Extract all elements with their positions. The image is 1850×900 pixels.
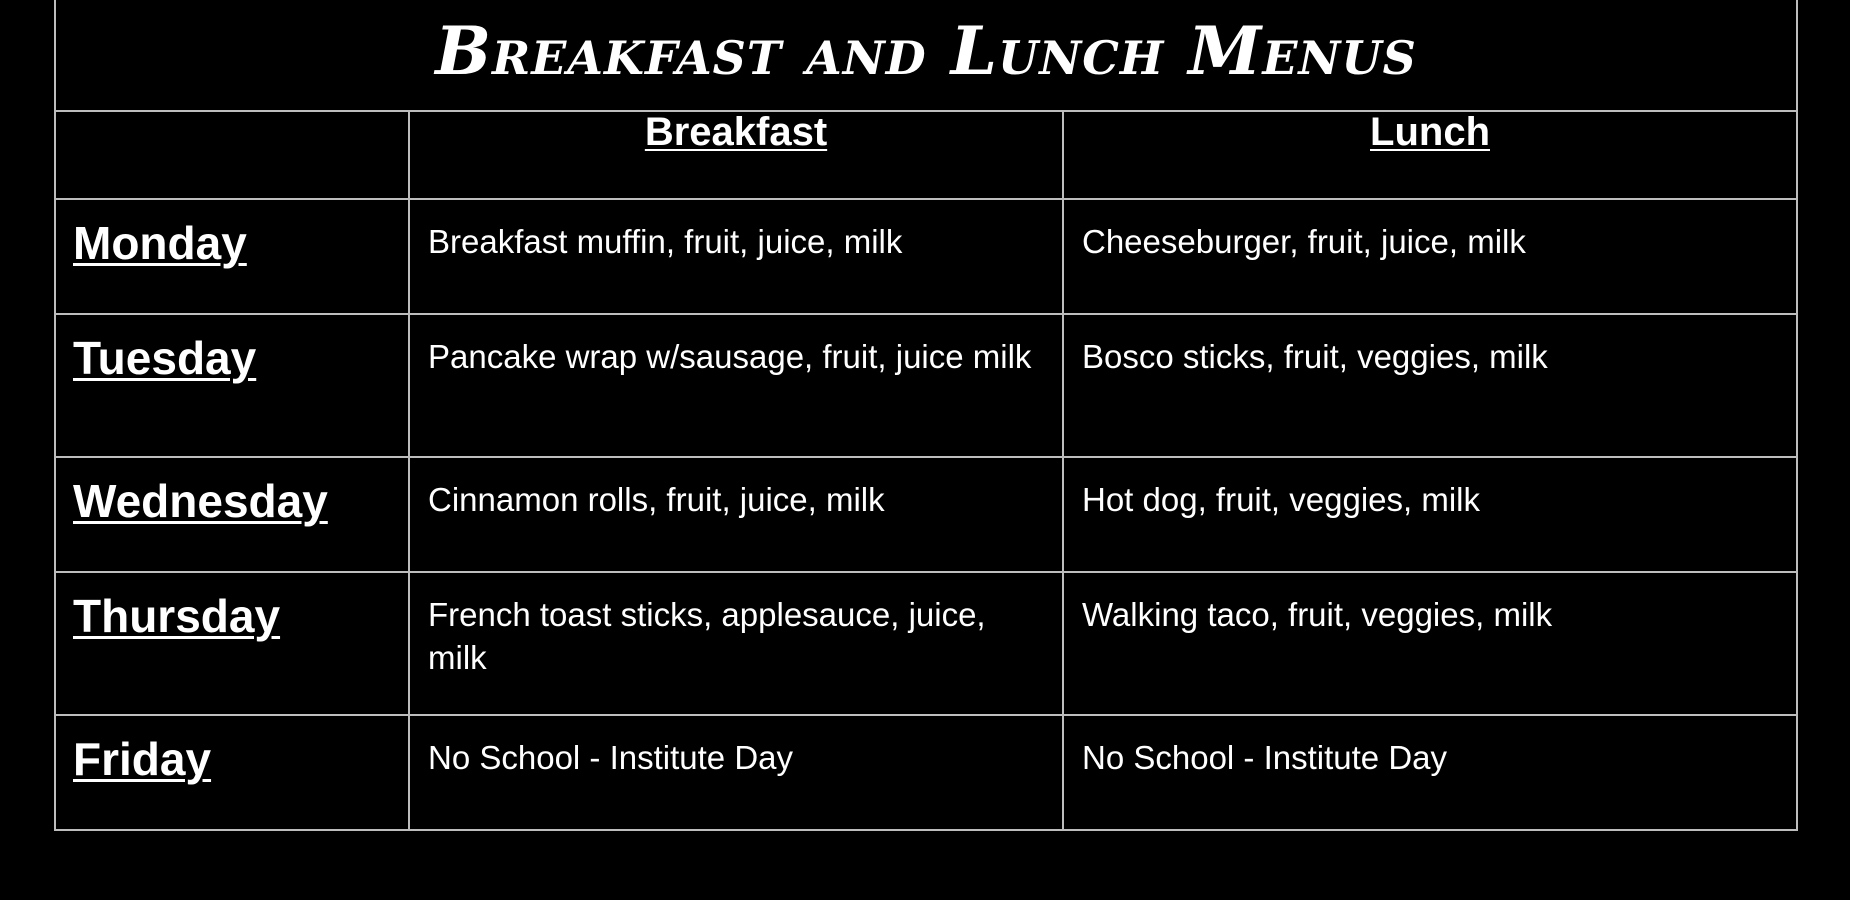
lunch-item: Bosco sticks, fruit, veggies, milk xyxy=(1063,314,1797,457)
breakfast-header-cell xyxy=(409,111,1063,199)
title-row xyxy=(55,0,1797,111)
breakfast-item: Pancake wrap w/sausage, fruit, juice milk xyxy=(409,314,1063,457)
lunch-item: Cheeseburger, fruit, juice, milk xyxy=(1063,199,1797,314)
table-row xyxy=(55,572,1797,715)
table-row xyxy=(55,457,1797,572)
day-label-monday: Monday xyxy=(73,217,247,269)
day-cell xyxy=(55,457,409,572)
lunch-header-cell xyxy=(1063,111,1797,199)
day-label-friday: Friday xyxy=(73,733,212,785)
corner-cell xyxy=(55,111,409,199)
table-row xyxy=(55,314,1797,457)
day-label-wednesday: Wednesday xyxy=(73,475,328,527)
breakfast-item: Breakfast muffin, fruit, juice, milk xyxy=(409,199,1063,314)
lunch-item: Walking taco, fruit, veggies, milk xyxy=(1063,572,1797,715)
lunch-item: Hot dog, fruit, veggies, milk xyxy=(1063,457,1797,572)
lunch-item: No School - Institute Day xyxy=(1063,715,1797,830)
table-row xyxy=(55,199,1797,314)
day-cell xyxy=(55,715,409,830)
day-cell xyxy=(55,199,409,314)
day-cell xyxy=(55,572,409,715)
breakfast-item: Cinnamon rolls, fruit, juice, milk xyxy=(409,457,1063,572)
header-row xyxy=(55,111,1797,199)
breakfast-item: French toast sticks, applesauce, juice, milk xyxy=(409,572,1063,715)
title-cell xyxy=(55,0,1797,111)
breakfast-column-header: Breakfast xyxy=(644,110,828,154)
day-cell xyxy=(55,314,409,457)
day-label-tuesday: Tuesday xyxy=(73,332,257,384)
lunch-column-header: Lunch xyxy=(1370,110,1490,154)
table-row xyxy=(55,715,1797,830)
menu-table xyxy=(54,0,1798,831)
page-title: Breakfast and Lunch Menus xyxy=(435,12,1417,90)
day-label-thursday: Thursday xyxy=(73,590,281,642)
breakfast-item: No School - Institute Day xyxy=(409,715,1063,830)
